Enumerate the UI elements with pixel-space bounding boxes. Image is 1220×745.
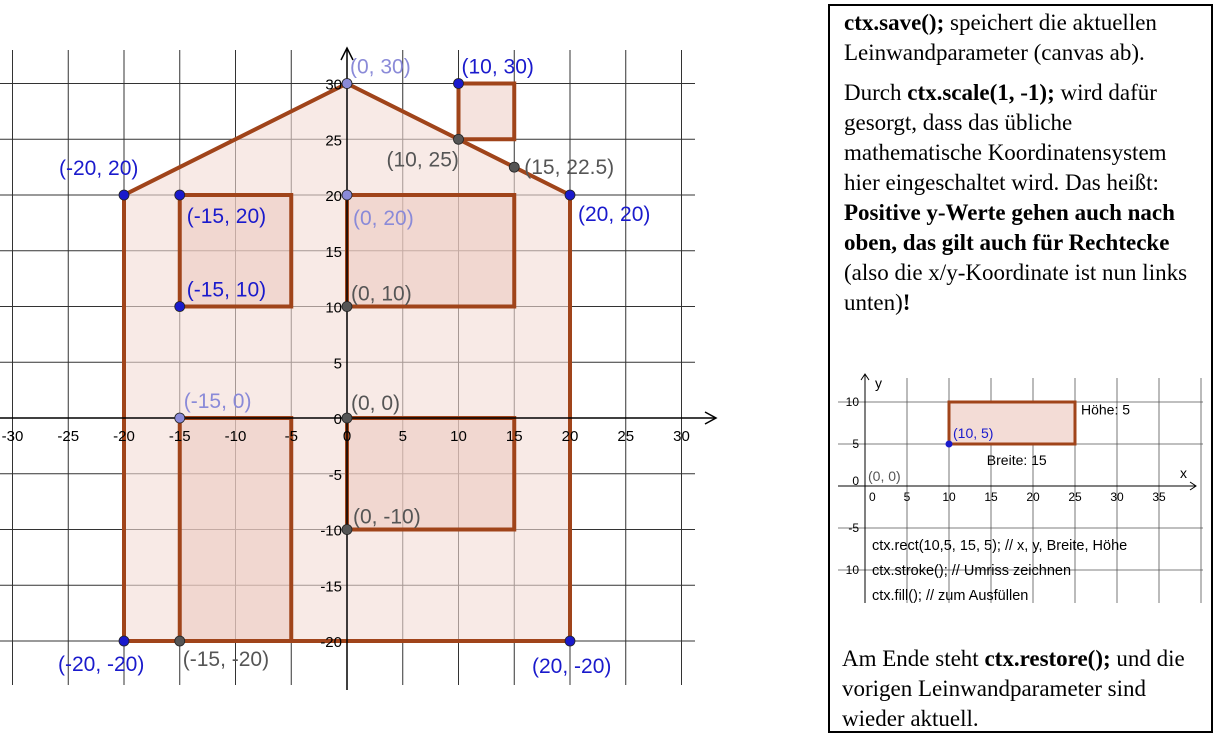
x-tick-label: -5 (284, 428, 298, 445)
inset-y-tick: 5 (852, 437, 859, 451)
scale-emphasis: Positive y-Werte gehen auch nach oben, das gilt auch für Rechtecke (844, 200, 1175, 255)
point-marker (175, 413, 185, 423)
y-tick-label: 20 (325, 188, 342, 205)
y-tick-label: 10 (325, 299, 342, 317)
point-marker (119, 190, 129, 200)
scale-text-a: Durch (844, 80, 908, 105)
scale-text-c: (also die x/y-Koordinate ist nun links unten) (844, 260, 1188, 315)
inset-hoehe-label: Höhe: 5 (1081, 401, 1131, 418)
inset-x-tick: 15 (984, 490, 998, 504)
inset-origin-label: (0, 0) (868, 468, 901, 484)
x-tick-label: -20 (113, 428, 135, 445)
point-marker (342, 190, 352, 200)
point-label: (-15, 10) (186, 278, 267, 302)
x-tick-label: 15 (505, 428, 523, 445)
y-tick-label: -15 (320, 578, 342, 596)
restore-paragraph (842, 644, 1207, 734)
inset-code-rect: ctx.rect(10,5, 15, 5); // x, y, Breite, Höhe (872, 538, 1128, 554)
point-marker (565, 636, 575, 646)
point-label: (0, 30) (350, 55, 411, 79)
x-tick-label: -15 (168, 428, 191, 445)
x-tick-label: 30 (673, 428, 690, 445)
point-label: (0, 0) (351, 392, 401, 415)
x-tick-label: -30 (1, 428, 24, 445)
y-tick-label: 5 (333, 355, 342, 373)
point-label: (-20, 20) (59, 157, 139, 180)
x-tick-label: -10 (224, 428, 247, 445)
inset-x-tick: 10 (942, 490, 956, 504)
point-label: (-15, 0) (183, 390, 252, 413)
inset-x-axis-label: x (1180, 465, 1187, 481)
inset-y-tick: -5 (848, 521, 859, 535)
inset-y-axis-label: y (875, 375, 882, 391)
point-marker (175, 302, 185, 312)
inset-x-tick: 5 (903, 490, 911, 504)
restore-text-a: Am Ende steht (842, 646, 985, 671)
inset-x-tick: 0 (869, 490, 876, 504)
x-tick-label: -25 (57, 428, 80, 445)
point-marker (454, 134, 464, 144)
point-label: (10, 30) (461, 55, 534, 79)
scale-paragraph (844, 78, 1199, 318)
point-label: (-15, 20) (186, 205, 267, 228)
point-label: (0, 20) (353, 207, 414, 230)
x-tick-label: 25 (617, 428, 635, 445)
scale-code: ctx.scale(1, -1); (907, 80, 1055, 105)
point-marker (342, 79, 352, 89)
inset-y-tick: 10 (845, 395, 859, 409)
inset-x-tick: 30 (1110, 490, 1124, 504)
point-marker (565, 190, 575, 200)
point-label: (20, -20) (532, 655, 612, 678)
x-tick-label: 20 (561, 428, 579, 445)
inset-x-tick: 35 (1152, 490, 1166, 504)
y-tick-label: 0 (333, 411, 342, 428)
point-marker (509, 162, 519, 172)
point-label: (10, 25) (386, 148, 459, 172)
y-tick-label: 25 (325, 132, 342, 150)
save-paragraph (844, 8, 1199, 68)
inset-point-label: (10, 5) (953, 425, 994, 441)
point-label: (20, 20) (578, 203, 651, 226)
point-marker (342, 525, 352, 535)
point-label: (0, -10) (353, 505, 421, 529)
inset-x-tick: 20 (1026, 490, 1040, 504)
point-marker (119, 636, 129, 646)
point-label: (0, 10) (351, 282, 412, 306)
restore-text-b: und die vorigen Leinwandparameter sind wieder aktuell. (842, 646, 1185, 731)
inset-rect-example (838, 368, 1203, 608)
point-label: (-20, -20) (58, 653, 145, 676)
point-marker (175, 636, 185, 646)
point-label: (15, 22.5) (524, 156, 615, 180)
house-rectangle (459, 84, 515, 140)
inset-point (946, 441, 953, 448)
x-tick-label: 10 (450, 428, 467, 445)
point-marker (454, 79, 464, 89)
point-marker (175, 190, 185, 200)
scale-text-b: wird dafür gesorgt, dass das übliche mathematische Koordinatensystem hier eingeschaltet wird. Das heißt: (844, 80, 1167, 195)
inset-y-tick: 0 (852, 474, 859, 488)
save-code: ctx.save(); (844, 10, 945, 35)
scale-exclamation: ! (902, 290, 911, 315)
inset-code-stroke: ctx.stroke(); // Umriss zeichnen (872, 563, 1072, 579)
inset-x-tick: 25 (1068, 490, 1082, 504)
inset-code-fill: ctx.fill(); // zum Ausfüllen (872, 588, 1029, 604)
house-rectangle (180, 418, 292, 641)
inset-breite-label: Breite: 15 (986, 452, 1047, 468)
x-tick-label: 0 (342, 428, 352, 445)
x-tick-label: 5 (398, 428, 407, 445)
y-tick-label: 30 (325, 76, 342, 94)
y-tick-label: -20 (320, 634, 342, 651)
point-label: (-15, -20) (182, 648, 270, 671)
y-tick-label: -10 (320, 522, 342, 540)
inset-y-tick: 10 (845, 563, 859, 577)
y-tick-label: 15 (325, 243, 342, 261)
y-tick-label: -5 (328, 466, 342, 484)
restore-code: ctx.restore(); (984, 646, 1111, 671)
save-text: speichert die aktuellen Leinwandparameter (canvas ab). (844, 10, 1157, 65)
